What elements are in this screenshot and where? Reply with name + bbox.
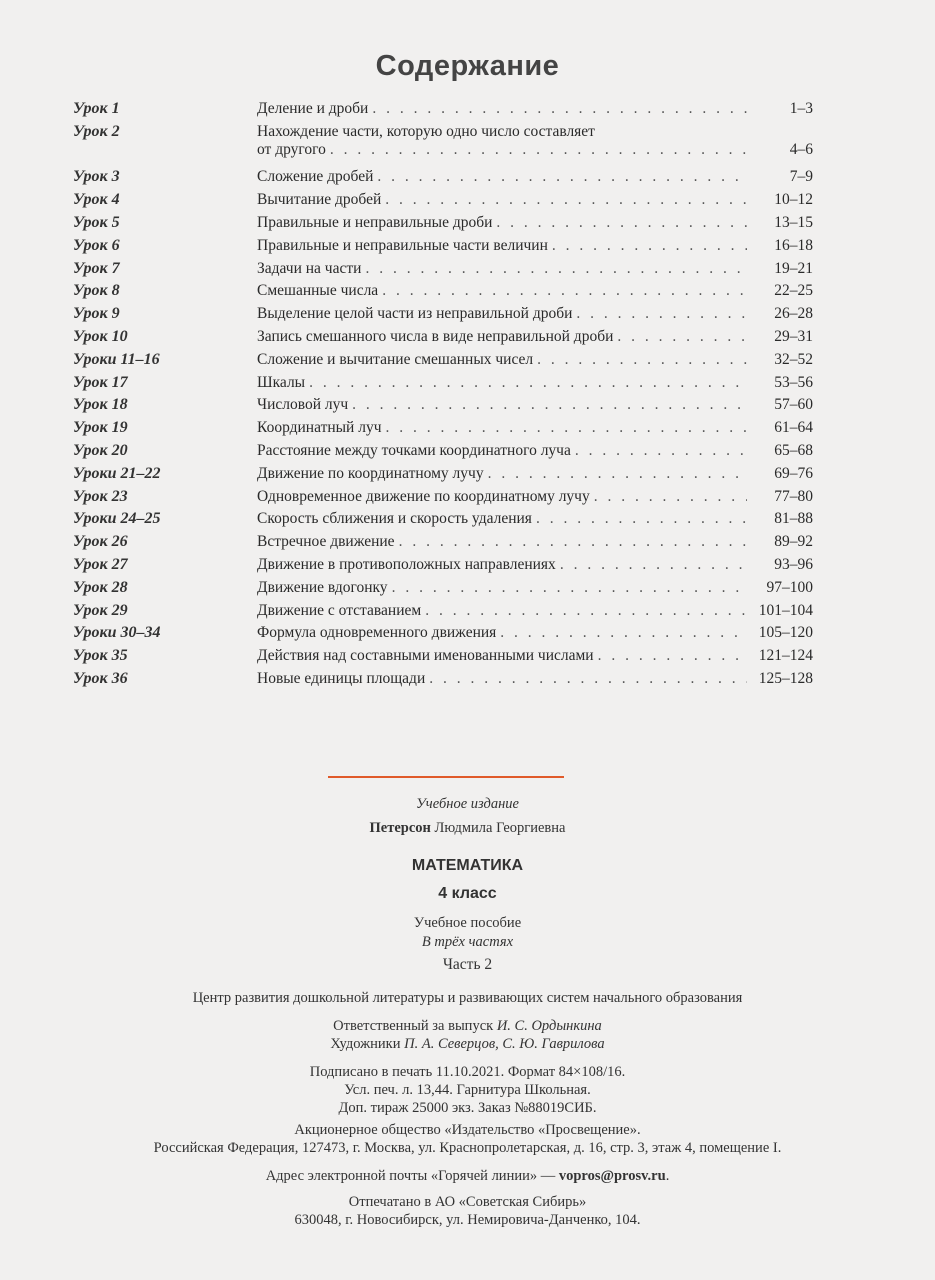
lesson-topic: Деление и дроби — [257, 100, 369, 117]
lesson-number: Урок 9 — [73, 305, 120, 323]
edition-type: Учебное издание — [416, 796, 519, 812]
lesson-topic: Движение в противоположных направлениях — [257, 555, 556, 573]
responsible-label: Ответственный за выпуск — [333, 1018, 494, 1034]
lesson-number: Уроки 30–34 — [73, 624, 161, 642]
grade: 4 класс — [438, 885, 497, 902]
lesson-number: Урок 6 — [73, 236, 120, 254]
lesson-number: Уроки 11–16 — [73, 350, 160, 368]
lesson-number: Урок 4 — [73, 191, 120, 209]
artists — [0, 1035, 935, 1053]
lesson-pages: 101–104 — [758, 601, 813, 619]
lesson-pages: 32–52 — [774, 350, 813, 368]
dot-leader — [560, 556, 747, 574]
dot-leader — [594, 488, 747, 506]
toc-entry — [73, 100, 813, 123]
lesson-topic: Одновременное движение по координатному лучу — [257, 487, 590, 505]
lesson-number: Урок 18 — [73, 396, 128, 414]
lesson-number: Урок 8 — [73, 282, 120, 300]
lesson-pages: 61–64 — [774, 419, 813, 437]
hotline-email — [0, 1167, 935, 1185]
dot-leader — [575, 442, 747, 460]
toc-entry — [73, 123, 813, 169]
center-name: Центр развития дошкольной литературы и развивающих систем начального образования — [192, 990, 743, 1006]
toc-entry — [73, 374, 813, 397]
lesson-pages: 19–21 — [774, 259, 813, 277]
lesson-topic: Вычитание дробей — [257, 191, 382, 209]
lesson-topic: Запись смешанного числа в виде неправильной дроби — [257, 327, 614, 345]
lesson-number: Урок 28 — [73, 578, 128, 596]
printed-at: Отпечатано в АО «Советская Сибирь» — [348, 1194, 587, 1210]
print-run: Доп. тираж 25000 экз. Заказ №88019СИБ. — [338, 1100, 597, 1116]
lesson-topic: от другого — [257, 140, 326, 158]
lesson-topic: Сложение дробей — [257, 168, 374, 186]
author-surname: Петерсон — [369, 820, 431, 836]
lesson-pages: 16–18 — [774, 236, 813, 254]
toc-entry — [73, 465, 813, 488]
lesson-topic: Координатный луч — [257, 419, 382, 437]
part-number: Часть 2 — [442, 956, 493, 973]
lesson-pages: 125–128 — [758, 669, 813, 687]
lesson-topic: Шкалы — [257, 373, 306, 391]
lesson-number: Урок 17 — [73, 373, 128, 391]
book-kind: Учебное пособие — [413, 915, 522, 931]
toc-entry — [73, 556, 813, 579]
toc-entry — [73, 351, 813, 374]
lesson-number: Урок 26 — [73, 533, 128, 551]
artists-label: Художники — [330, 1036, 401, 1052]
publisher: Акционерное общество «Издательство «Просвещение». — [294, 1122, 641, 1138]
dot-leader — [385, 191, 747, 209]
toc-entry — [73, 488, 813, 511]
lesson-pages: 89–92 — [774, 533, 813, 551]
lesson-topic: Формула одновременного движения — [257, 624, 497, 642]
lesson-topic: Правильные и неправильные части величин — [257, 236, 548, 254]
table-of-contents — [73, 100, 813, 693]
dot-leader — [399, 533, 747, 551]
dot-leader — [372, 100, 747, 118]
artists-names: П. А. Северцов, С. Ю. Гаврилова — [404, 1036, 605, 1052]
lesson-pages: 105–120 — [758, 624, 813, 642]
lesson-pages: 97–100 — [766, 578, 813, 596]
publisher-address: Российская Федерация, 127473, г. Москва, ул. Краснопролетарская, д. 16, стр. 3, этаж 4, помещение I. — [153, 1140, 782, 1156]
lesson-pages: 22–25 — [774, 282, 813, 300]
toc-entry — [73, 191, 813, 214]
lesson-pages: 77–80 — [774, 487, 813, 505]
dot-leader — [365, 260, 747, 278]
lesson-number: Урок 1 — [73, 100, 120, 117]
lesson-topic: Сложение и вычитание смешанных чисел — [257, 350, 534, 368]
toc-entry — [73, 214, 813, 237]
lesson-pages: 13–15 — [774, 213, 813, 231]
printer-address: 630048, г. Новосибирск, ул. Немировича-Данченко, 104. — [294, 1212, 641, 1228]
author-name: Людмила Георгиевна — [434, 820, 566, 836]
lesson-number: Урок 3 — [73, 168, 120, 186]
author — [0, 819, 935, 837]
lesson-topic: Расстояние между точками координатного луча — [257, 441, 571, 459]
toc-entry — [73, 328, 813, 351]
lesson-number: Урок 20 — [73, 441, 128, 459]
lesson-pages: 4–6 — [789, 140, 813, 158]
toc-entry — [73, 510, 813, 533]
dot-leader — [352, 396, 747, 414]
print-sheets: Усл. печ. л. 13,44. Гарнитура Школьная. — [344, 1082, 591, 1098]
lesson-pages: 121–124 — [758, 647, 813, 665]
lesson-number: Урок 35 — [73, 647, 128, 665]
lesson-pages: 1–3 — [789, 100, 813, 117]
responsible — [0, 1017, 935, 1035]
lesson-number: Урок 7 — [73, 259, 120, 277]
toc-entry — [73, 396, 813, 419]
lesson-number: Урок 2 — [73, 122, 120, 140]
toc-entry — [73, 602, 813, 625]
lesson-number: Урок 23 — [73, 487, 128, 505]
dot-leader — [500, 624, 747, 642]
lesson-number: Уроки 21–22 — [73, 464, 161, 482]
dot-leader — [377, 168, 747, 186]
email-label: Адрес электронной почты «Горячей линии» — — [265, 1168, 556, 1184]
lesson-topic: Движение с отставанием — [257, 601, 422, 619]
lesson-number: Урок 5 — [73, 213, 120, 231]
lesson-topic: Скорость сближения и скорость удаления — [257, 510, 532, 528]
lesson-topic: Встречное движение — [257, 533, 395, 551]
dot-leader — [576, 305, 747, 323]
responsible-name: И. С. Ордынкина — [496, 1018, 602, 1034]
lesson-topic: Движение вдогонку — [257, 578, 388, 596]
dot-leader — [386, 419, 748, 437]
dot-leader — [488, 465, 747, 483]
toc-entry — [73, 419, 813, 442]
lesson-pages: 81–88 — [774, 510, 813, 528]
toc-entry — [73, 647, 813, 670]
dot-leader — [496, 214, 747, 232]
dot-leader — [392, 579, 747, 597]
dot-leader — [330, 141, 747, 159]
lesson-pages: 53–56 — [774, 373, 813, 391]
lesson-topic: Числовой луч — [257, 396, 349, 414]
dot-leader — [617, 328, 747, 346]
orange-divider — [328, 776, 564, 778]
lesson-number: Уроки 24–25 — [73, 510, 161, 528]
lesson-pages: 69–76 — [774, 464, 813, 482]
lesson-pages: 29–31 — [774, 327, 813, 345]
dot-leader — [537, 351, 747, 369]
lesson-pages: 26–28 — [774, 305, 813, 323]
lesson-pages: 57–60 — [774, 396, 813, 414]
lesson-topic: Выделение целой части из неправильной дроби — [257, 305, 573, 323]
email-tail: . — [665, 1168, 670, 1184]
toc-entry — [73, 579, 813, 602]
dot-leader — [429, 670, 747, 688]
parts-note: В трёх частях — [421, 934, 514, 950]
lesson-number: Урок 36 — [73, 669, 128, 687]
toc-entry — [73, 260, 813, 283]
lesson-pages: 65–68 — [774, 441, 813, 459]
lesson-topic-line1: Нахождение части, которую одно число составляет — [257, 122, 595, 140]
toc-entry — [73, 533, 813, 556]
lesson-topic: Новые единицы площади — [257, 669, 426, 687]
dot-leader — [536, 510, 747, 528]
lesson-topic: Движение по координатному лучу — [257, 464, 484, 482]
dot-leader — [598, 647, 747, 665]
lesson-pages: 10–12 — [774, 191, 813, 209]
toc-entry — [73, 442, 813, 465]
email-address: vopros@prosv.ru — [558, 1168, 666, 1184]
lesson-number: Урок 27 — [73, 555, 128, 573]
lesson-topic: Задачи на части — [257, 259, 362, 277]
dot-leader — [309, 374, 747, 392]
toc-entry — [73, 282, 813, 305]
toc-entry — [73, 237, 813, 260]
page-title: Содержание — [375, 50, 560, 82]
lesson-number: Урок 19 — [73, 419, 128, 437]
book-title: МАТЕМАТИКА — [411, 857, 524, 874]
dot-leader — [425, 602, 747, 620]
lesson-topic: Смешанные числа — [257, 282, 379, 300]
toc-entry — [73, 624, 813, 647]
toc-entry — [73, 305, 813, 328]
lesson-topic: Действия над составными именованными числами — [257, 647, 594, 665]
dot-leader — [382, 282, 747, 300]
lesson-pages: 93–96 — [774, 555, 813, 573]
lesson-number: Урок 10 — [73, 327, 128, 345]
lesson-number: Урок 29 — [73, 601, 128, 619]
lesson-pages: 7–9 — [789, 168, 813, 186]
signed-to-print: Подписано в печать 11.10.2021. Формат 84×108/16. — [309, 1064, 626, 1080]
toc-entry — [73, 670, 813, 693]
dot-leader — [552, 237, 747, 255]
lesson-topic: Правильные и неправильные дроби — [257, 213, 493, 231]
toc-entry — [73, 168, 813, 191]
